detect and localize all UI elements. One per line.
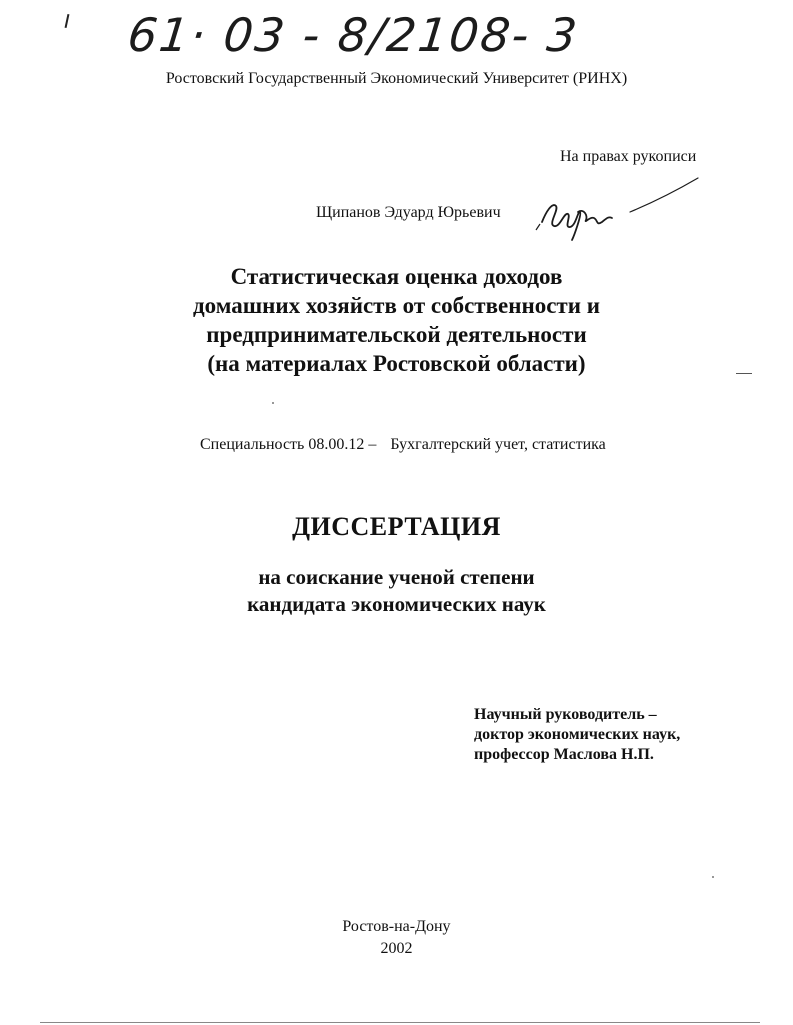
title-line: домашних хозяйств от собственности и bbox=[193, 293, 600, 318]
university-name: Ростовский Государственный Экономический Университет (РИНХ) bbox=[165, 70, 628, 87]
scan-speck bbox=[272, 402, 274, 404]
specialty-code: Специальность 08.00.12 – bbox=[200, 436, 377, 453]
publication-city: Ростов-на-Дону bbox=[342, 918, 451, 935]
title-line: предпринимательской деятельности bbox=[206, 322, 587, 347]
supervisor-line: профессор Маслова Н.П. bbox=[474, 746, 654, 763]
scan-speck bbox=[712, 876, 714, 878]
title-line: (на материалах Ростовской области) bbox=[207, 351, 586, 376]
margin-mark bbox=[736, 373, 752, 374]
document-type-heading: ДИССЕРТАЦИЯ bbox=[292, 512, 501, 541]
specialty-line bbox=[200, 436, 606, 454]
publication-year: 2002 bbox=[380, 940, 413, 957]
degree-line: кандидата экономических наук bbox=[247, 592, 546, 616]
supervisor-line: Научный руководитель – bbox=[474, 706, 657, 723]
pen-mark bbox=[65, 14, 70, 28]
handwritten-registration-number: 61· 03 - 8/2108- 3 bbox=[125, 8, 582, 62]
scan-edge-line bbox=[40, 1022, 760, 1023]
degree-line: на соискание ученой степени bbox=[258, 565, 535, 589]
title-line: Статистическая оценка доходов bbox=[230, 264, 563, 289]
author-signature bbox=[534, 172, 714, 242]
degree-statement bbox=[0, 564, 793, 618]
dissertation-title bbox=[0, 262, 793, 378]
specialty-name: Бухгалтерский учет, статистика bbox=[390, 436, 606, 453]
supervisor-info bbox=[474, 705, 680, 765]
supervisor-line: доктор экономических наук, bbox=[474, 726, 681, 743]
author-name: Щипанов Эдуард Юрьевич bbox=[316, 204, 501, 221]
manuscript-rights-note: На правах рукописи bbox=[560, 148, 697, 165]
